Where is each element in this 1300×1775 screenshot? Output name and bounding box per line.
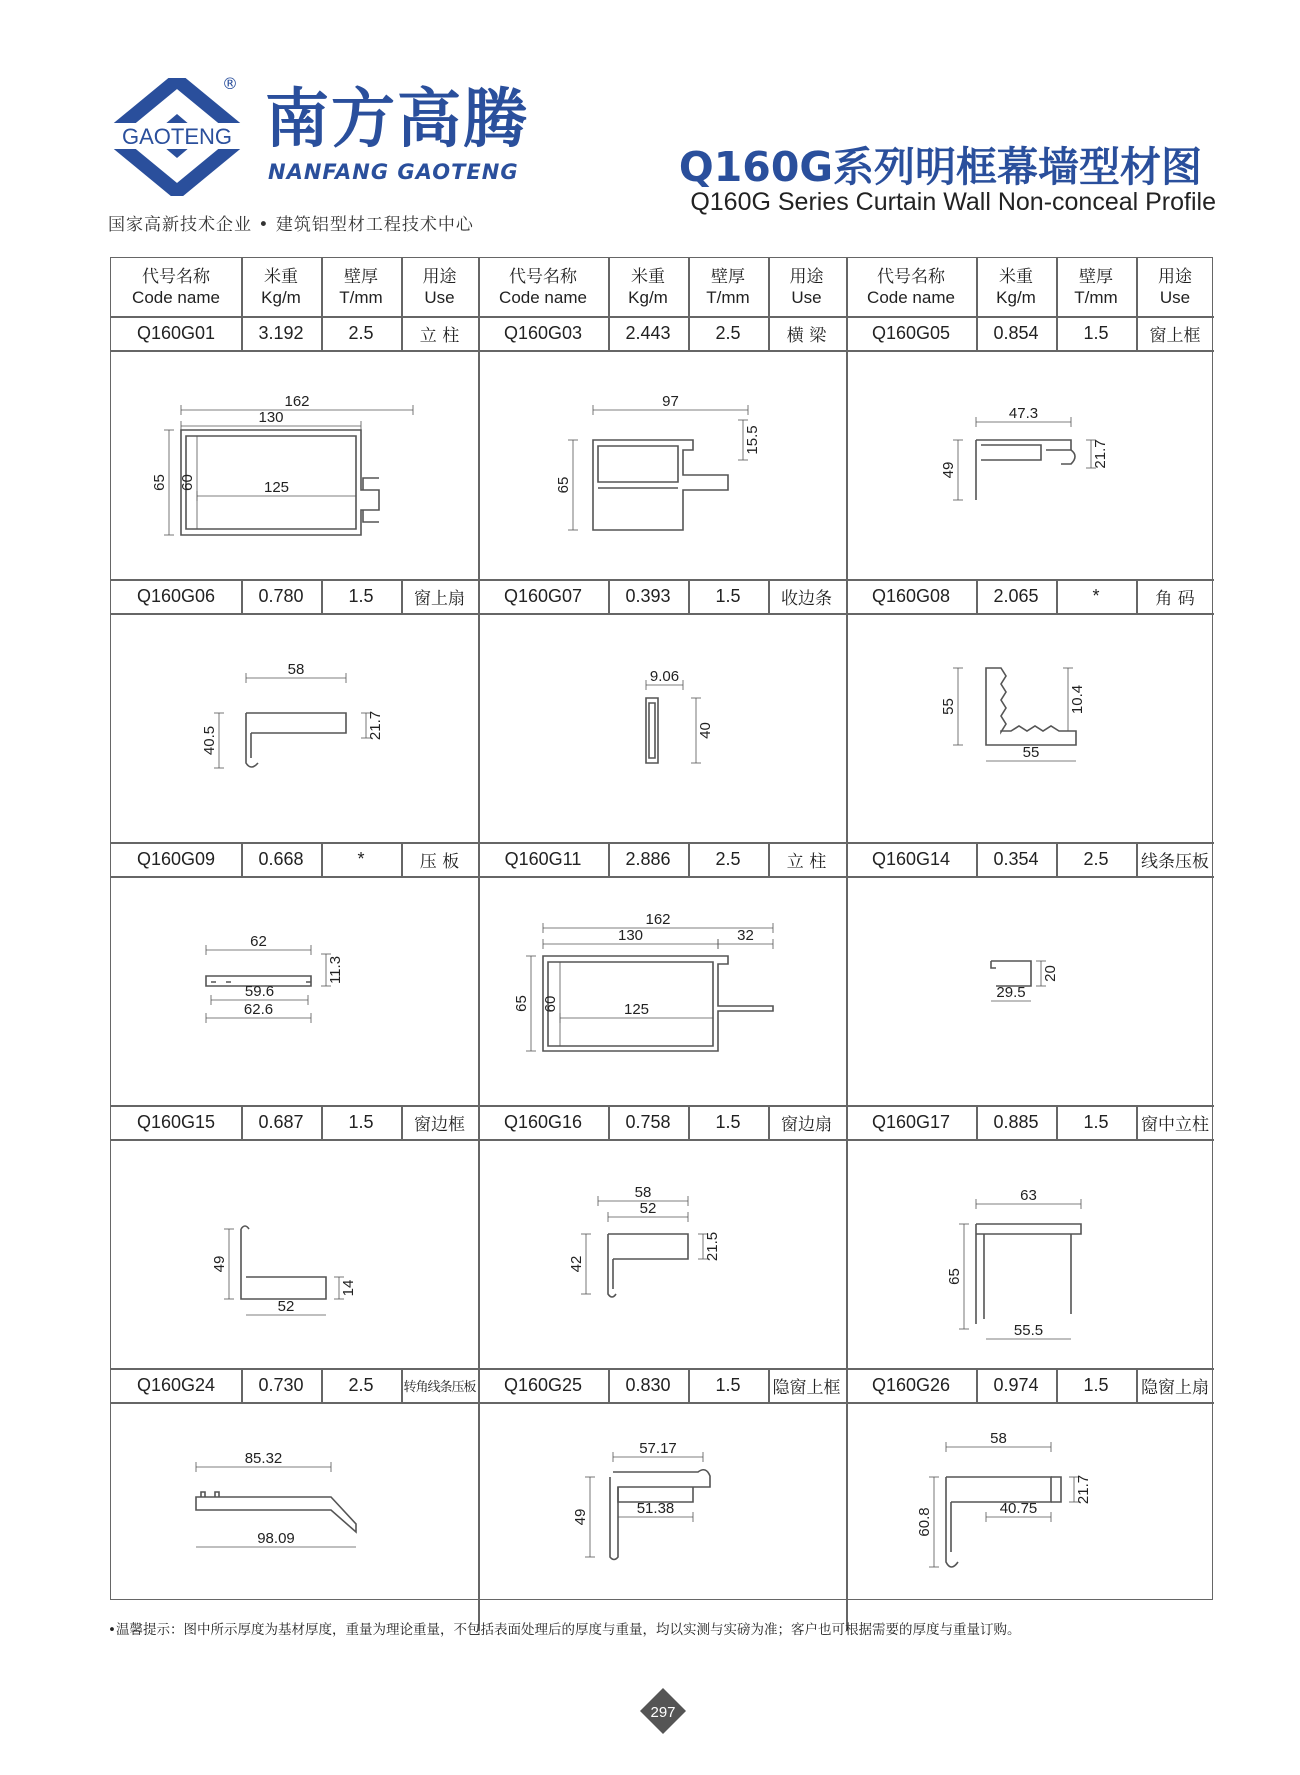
header-label-cn: 壁厚 (344, 267, 378, 286)
dimension-label: 21.7 (1092, 439, 1109, 469)
dimension-label: 162 (645, 911, 671, 928)
cell-use: 立 柱 (786, 851, 827, 872)
cell-code: Q160G15 (136, 1111, 216, 1132)
cell-use: 窗上扇 (414, 588, 465, 609)
profile-drawing-q160g07 (478, 613, 845, 842)
cell-weight: 0.730 (258, 1374, 304, 1395)
header-label-en: T/mm (1074, 288, 1118, 307)
slogan: 国家高新技术企业 • 建筑铝型材工程技术中心 (108, 215, 474, 235)
header-label-cn: 代号名称 (508, 267, 577, 286)
header-thickness (688, 258, 768, 316)
cell-use: 立 柱 (419, 325, 460, 346)
profile-drawing-q160g01 (111, 350, 478, 579)
dimension-label: 55 (940, 698, 957, 715)
cell-thickness: 1.5 (715, 1111, 741, 1132)
col-divider (688, 579, 690, 613)
col-divider (688, 1368, 690, 1402)
col-divider (688, 842, 690, 876)
col-divider (401, 842, 403, 876)
dimension-label: 55.5 (1013, 1322, 1044, 1339)
col-divider (976, 842, 978, 876)
page-number-badge (638, 1686, 688, 1736)
cell-thickness: 2.5 (1083, 848, 1109, 869)
cell-use: 角 码 (1155, 588, 1195, 609)
cell-code: Q160G24 (136, 1374, 216, 1395)
header-label-en: Kg/m (261, 288, 301, 307)
dimension-label: 162 (284, 393, 310, 410)
profile-drawing-q160g06 (111, 613, 478, 842)
cell-code: Q160G01 (136, 322, 216, 343)
cell-thickness: 2.5 (348, 1374, 374, 1395)
dimension-label: 85.32 (244, 1450, 283, 1467)
cell-use: 隐窗上扇 (1141, 1377, 1209, 1398)
col-divider (401, 1368, 403, 1402)
cell-weight: 3.192 (258, 322, 304, 343)
cell-thickness: 1.5 (1083, 322, 1109, 343)
cell-weight: 0.854 (993, 322, 1039, 343)
cell-weight: 0.974 (993, 1374, 1039, 1395)
cell-code: Q160G25 (503, 1374, 583, 1395)
header-label-en: T/mm (339, 288, 383, 307)
cell-use: 窗边扇 (781, 1114, 832, 1135)
dimension-label: 47.3 (1008, 405, 1039, 422)
col-divider (768, 316, 770, 350)
profile-drawing-q160g08 (846, 613, 1214, 842)
header-label-en: Use (791, 288, 822, 307)
dimension-label: 62 (250, 933, 267, 950)
profile-drawing-q160g25 (478, 1402, 845, 1631)
dimension-label: 49 (211, 1255, 228, 1273)
col-divider (241, 842, 243, 876)
col-divider (321, 1368, 323, 1402)
cell-thickness: 1.5 (348, 1111, 374, 1132)
header-weight (241, 258, 321, 316)
header-use (1136, 258, 1214, 316)
col-divider (768, 258, 770, 316)
dimension-label: 10.4 (1069, 684, 1086, 715)
dimension-label: 58 (634, 1184, 652, 1201)
col-divider (321, 1105, 323, 1139)
cell-code: Q160G11 (504, 848, 582, 869)
dimension-label: 98.09 (257, 1530, 295, 1547)
cell-code: Q160G03 (503, 322, 583, 343)
dimension-label: 59.6 (244, 983, 275, 1000)
header-label-cn: 米重 (999, 267, 1033, 286)
col-divider (1136, 1368, 1138, 1402)
header-code (111, 258, 241, 316)
col-divider (688, 258, 690, 316)
cell-thickness: 1.5 (1083, 1374, 1109, 1395)
cell-weight: 2.443 (625, 322, 671, 343)
dimension-label: 58 (287, 661, 305, 678)
footnote: •温馨提示：图中所示厚度为基材厚度，重量为理论重量，不包括表面处理后的厚度与重量，均以实测与实磅为准；客户也可根据需要的厚度与重量订购。 (108, 1622, 1021, 1638)
header-label-en: Use (1159, 288, 1191, 307)
col-divider (608, 1368, 610, 1402)
dimension-label: 62.6 (243, 1001, 274, 1018)
profile-drawing-q160g15 (111, 1139, 478, 1368)
header-label-en: Kg/m (628, 288, 668, 307)
dimension-label: 51.38 (636, 1500, 675, 1517)
col-divider (321, 579, 323, 613)
brand-name-en: NANFANG GAOTENG (268, 160, 519, 184)
cell-weight: 2.886 (625, 848, 671, 869)
header-label-en: Kg/m (996, 288, 1036, 307)
col-divider (321, 258, 323, 316)
col-divider (1056, 1105, 1058, 1139)
cell-thickness: * (357, 848, 365, 869)
page-number: 297 (650, 1704, 676, 1721)
dimension-label: 52 (639, 1200, 657, 1217)
cell-weight: 0.354 (993, 848, 1039, 869)
col-divider (1136, 842, 1138, 876)
header-label-cn: 米重 (631, 267, 665, 286)
dimension-label: 60.8 (916, 1507, 933, 1537)
header-label-cn: 米重 (264, 267, 298, 286)
cell-code: Q160G07 (503, 585, 583, 606)
dimension-label: 21.7 (1075, 1474, 1092, 1505)
col-divider (688, 316, 690, 350)
profile-table (110, 257, 1213, 1600)
cell-thickness: 2.5 (715, 848, 741, 869)
dimension-label: 58 (990, 1430, 1007, 1447)
gaoteng-logo (105, 78, 250, 196)
col-divider (478, 258, 480, 316)
dimension-label: 14 (340, 1279, 357, 1297)
col-divider (241, 1105, 243, 1139)
col-divider (846, 258, 848, 316)
dimension-label: 60 (179, 474, 196, 491)
cell-code: Q160G08 (871, 585, 951, 606)
header-thickness (321, 258, 401, 316)
header-label-cn: 用途 (1158, 267, 1192, 286)
col-divider (608, 316, 610, 350)
col-divider (241, 579, 243, 613)
cell-weight: 0.393 (625, 585, 671, 606)
cell-weight: 0.687 (258, 1111, 304, 1132)
col-divider (768, 842, 770, 876)
cell-use: 收边条 (781, 588, 832, 609)
cell-use: 压 板 (419, 851, 460, 872)
col-divider (401, 1105, 403, 1139)
col-divider (401, 579, 403, 613)
header-weight (976, 258, 1056, 316)
header-label-cn: 代号名称 (876, 267, 945, 286)
dimension-label: 49 (940, 461, 957, 479)
profile-drawing-q160g26 (846, 1402, 1214, 1631)
header-label-cn: 代号名称 (141, 267, 210, 286)
dimension-label: 49 (572, 1508, 589, 1526)
col-divider (1056, 258, 1058, 316)
header-use (768, 258, 845, 316)
col-divider (976, 316, 978, 350)
header-label-cn: 用途 (422, 267, 457, 286)
header-weight (608, 258, 688, 316)
cell-code: Q160G14 (871, 848, 951, 869)
cell-weight: 0.668 (258, 848, 304, 869)
col-divider (976, 258, 978, 316)
cell-thickness: * (1092, 585, 1100, 606)
cell-thickness: 1.5 (348, 585, 374, 606)
dimension-label: 55 (1022, 744, 1040, 761)
logo-text: GAOTENG (121, 124, 233, 149)
header-label-en: Code name (499, 288, 587, 307)
cell-thickness: 2.5 (715, 322, 741, 343)
profile-drawing-q160g05 (846, 350, 1214, 579)
dimension-label: 52 (277, 1298, 295, 1315)
cell-code: Q160G16 (503, 1111, 583, 1132)
col-divider (1056, 579, 1058, 613)
dimension-label: 125 (623, 1001, 650, 1018)
profile-drawing-q160g16 (478, 1139, 845, 1368)
dimension-label: 65 (513, 995, 530, 1012)
page-title-en: Q160G Series Curtain Wall Non-conceal Profile (690, 188, 1216, 216)
cell-weight: 0.885 (993, 1111, 1039, 1132)
cell-thickness: 2.5 (348, 322, 374, 343)
col-divider (401, 316, 403, 350)
profile-drawing-q160g11 (478, 876, 845, 1105)
col-divider (608, 579, 610, 613)
cell-code: Q160G06 (136, 585, 216, 606)
profile-drawing-q160g14 (846, 876, 1214, 1105)
dimension-label: 57.17 (639, 1440, 677, 1457)
header-use (401, 258, 478, 316)
dimension-label: 21.5 (704, 1231, 721, 1262)
registered-mark: ® (222, 74, 238, 93)
dimension-label: 60 (542, 995, 559, 1013)
dimension-label: 40.5 (201, 725, 218, 756)
header-label-en: T/mm (706, 288, 750, 307)
col-divider (976, 1368, 978, 1402)
cell-use: 横 梁 (786, 325, 827, 346)
dimension-label: 9.06 (649, 668, 680, 685)
dimension-label: 15.5 (744, 425, 761, 455)
cell-use: 窗上框 (1149, 325, 1201, 346)
col-divider (1056, 1368, 1058, 1402)
col-divider (241, 258, 243, 316)
col-divider (1056, 316, 1058, 350)
col-divider (1136, 258, 1138, 316)
cell-use: 隐窗上框 (772, 1377, 841, 1398)
col-divider (1136, 579, 1138, 613)
header-thickness (1056, 258, 1136, 316)
cell-code: Q160G05 (871, 322, 951, 343)
col-divider (321, 842, 323, 876)
col-divider (321, 316, 323, 350)
cell-weight: 2.065 (993, 585, 1039, 606)
col-divider (768, 1105, 770, 1139)
cell-thickness: 1.5 (1083, 1111, 1109, 1132)
dimension-label: 125 (263, 479, 290, 496)
cell-code: Q160G26 (871, 1374, 951, 1395)
col-divider (976, 1105, 978, 1139)
dimension-label: 65 (555, 476, 572, 494)
cell-code: Q160G17 (871, 1111, 951, 1132)
col-divider (768, 1368, 770, 1402)
header-label-en: Code name (867, 288, 955, 307)
cell-use: 转角线条压板 (403, 1379, 476, 1395)
dimension-label: 29.5 (996, 984, 1026, 1001)
col-divider (976, 579, 978, 613)
col-divider (401, 258, 403, 316)
dimension-label: 21.7 (367, 710, 384, 741)
cell-weight: 0.830 (625, 1374, 671, 1395)
profile-drawing-q160g24 (111, 1402, 478, 1631)
dimension-label: 11.3 (327, 955, 344, 985)
col-divider (1056, 842, 1058, 876)
dimension-label: 40.75 (999, 1500, 1038, 1517)
header-label-cn: 壁厚 (711, 267, 745, 286)
dimension-label: 65 (946, 1268, 963, 1285)
header-label-cn: 用途 (789, 267, 824, 286)
col-divider (241, 1368, 243, 1402)
dimension-label: 40 (697, 722, 714, 739)
cell-use: 窗中立柱 (1141, 1114, 1209, 1135)
dimension-label: 97 (662, 393, 679, 410)
brand-name-cn: 南方高腾 (265, 83, 529, 157)
cell-weight: 0.780 (258, 585, 304, 606)
dimension-label: 130 (258, 409, 284, 426)
col-divider (608, 842, 610, 876)
col-divider (608, 1105, 610, 1139)
cell-thickness: 1.5 (715, 1374, 741, 1395)
header-code (478, 258, 608, 316)
dimension-label: 130 (617, 927, 644, 944)
dimension-label: 20 (1042, 965, 1059, 982)
profile-drawing-q160g09 (111, 876, 478, 1105)
col-divider (1136, 316, 1138, 350)
profile-drawing-q160g03 (478, 350, 845, 579)
col-divider (768, 579, 770, 613)
col-divider (608, 258, 610, 316)
dimension-label: 65 (151, 474, 168, 491)
cell-thickness: 1.5 (715, 585, 741, 606)
header-label-en: Use (424, 288, 455, 307)
cell-weight: 0.758 (625, 1111, 671, 1132)
cell-use: 窗边框 (414, 1114, 465, 1135)
cell-code: Q160G09 (136, 848, 216, 869)
col-divider (688, 1105, 690, 1139)
dimension-label: 42 (568, 1255, 585, 1273)
dimension-label: 63 (1020, 1187, 1037, 1204)
col-divider (1136, 1105, 1138, 1139)
cell-use: 线条压板 (1141, 851, 1209, 872)
dimension-label: 32 (737, 927, 754, 944)
header-label-cn: 壁厚 (1079, 267, 1113, 286)
page-title-cn: Q160G系列明框幕墙型材图 (678, 143, 1202, 191)
col-divider (241, 316, 243, 350)
header-code (846, 258, 976, 316)
profile-drawing-q160g17 (846, 1139, 1214, 1368)
header-label-en: Code name (132, 288, 220, 307)
